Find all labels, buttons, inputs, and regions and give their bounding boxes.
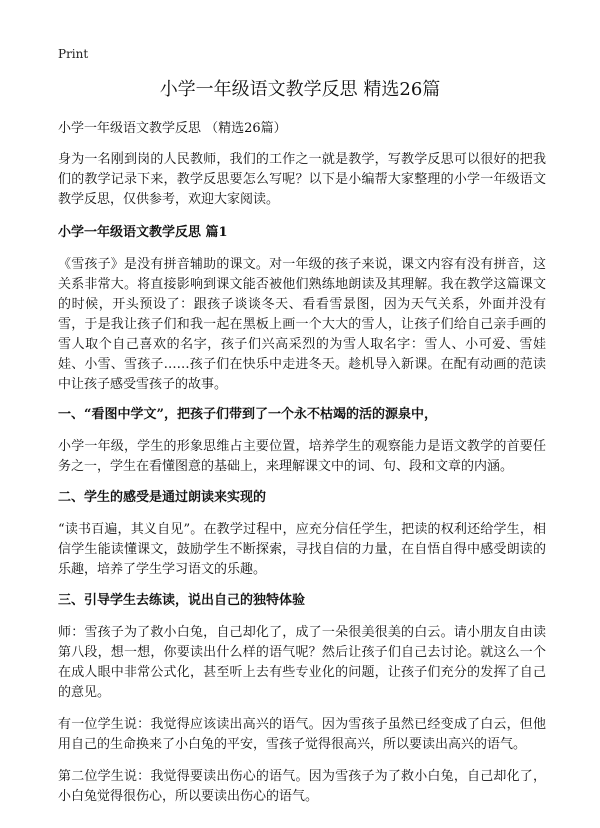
paragraph-3: “读书百遍，其义自见”。在教学过程中，应充分信任学生，把读的权利还给学生，相信学生能读懂课文，鼓励学生不断探索，寻找自信的力量，在自悟自得中感受朗读的乐趣，培养了学生学习语文的乐趣。 (58, 522, 546, 577)
page-title: 小学一年级语文教学反思 精选26篇 (159, 79, 441, 100)
section-heading: 小学一年级语文教学反思 篇1 (58, 225, 228, 240)
paragraph-2: 小学一年级，学生的形象思维占主要位置，培养学生的观察能力是语文教学的首要任务之一，学生在看懂图意的基础上，来理解课文中的词、句、段和文章的内涵。 (58, 439, 546, 474)
document-subtitle: 小学一年级语文教学反思 （精选26篇） (58, 121, 287, 136)
print-label: Print (58, 47, 89, 61)
paragraph-6: 第二位学生说：我觉得要读出伤心的语气。因为雪孩子为了救小白兔，自己却化了，小白兔觉得很伤心，所以要读出伤心的语气。 (58, 769, 546, 804)
paragraph-1: 《雪孩子》是没有拼音辅助的课文。对一年级的孩子来说，课文内容有没有拼音，这关系非常大。将直接影响到课文能否被他们熟练地朗读及其理解。我在教学这篇课文的时候，开头预设了：跟孩子谈谈冬天、看看雪景图，因为天气关系，外面并没有雪，于是我让孩子们和我一起在黑板上画一个大大的雪人，让孩子们给自己亲手画的雪人取个自己喜欢的名字，孩子们兴高采烈的为雪人取名字：雪人、小可爱、雪娃娃、小雪、雪孩子……孩子们在快乐中走进冬天。趁机导入新课。在配有动画的范读中让孩子感受雪孩子的故事。 (58, 257, 546, 392)
subheading-2: 二、学生的感受是通过朗读来实现的 (58, 490, 267, 505)
intro-paragraph: 身为一名刚到岗的人民教师，我们的工作之一就是教学，写教学反思可以很好的把我们的教学记录下来，教学反思要怎么写呢？以下是小编帮大家整理的小学一年级语文教学反思，仅供参考，欢迎大家阅读。 (58, 152, 546, 207)
article-body (58, 150, 546, 819)
paragraph-4: 师：雪孩子为了救小白兔，自己却化了，成了一朵很美很美的白云。请小朋友自由读第八段，想一想，你要读出什么样的语气呢？然后让孩子们自己去讨论。就这么一个在成人眼中非常公式化，甚至听上去有些专业化的问题，让孩子们充分的发挥了自己的意见。 (58, 625, 546, 700)
subheading-3: 三、引导学生去练读，说出自己的独特体验 (58, 593, 306, 608)
subheading-1: 一、“看图中学文”，把孩子们带到了一个永不枯竭的活的源泉中， (58, 407, 437, 422)
paragraph-5: 有一位学生说：我觉得应该读出高兴的语气。因为雪孩子虽然已经变成了白云，但他用自己的生命换来了小白兔的平安，雪孩子觉得很高兴，所以要读出高兴的语气。 (58, 717, 546, 752)
